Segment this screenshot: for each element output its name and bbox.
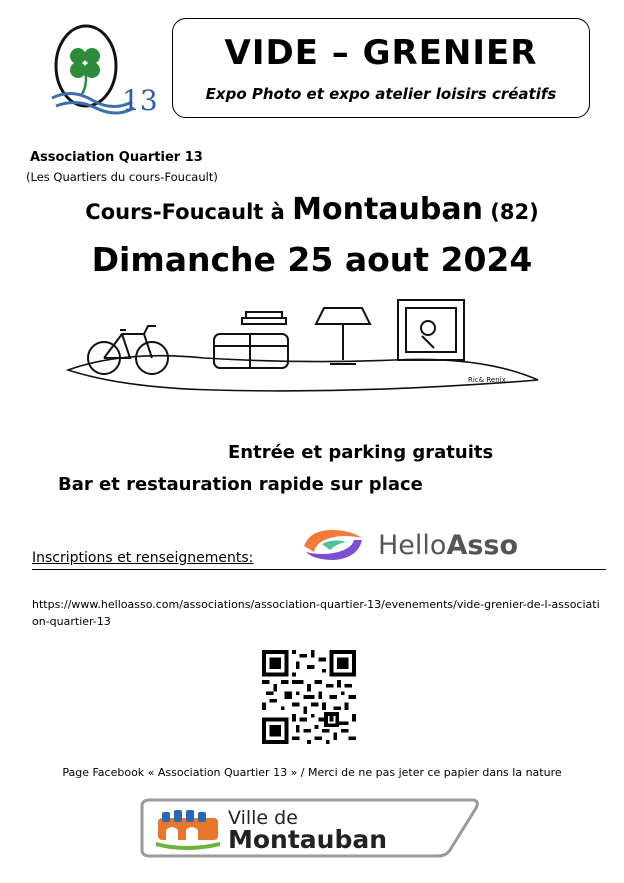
ville-line1: Ville de bbox=[228, 807, 298, 829]
helloasso-swirl-icon bbox=[304, 530, 362, 560]
place-city: Montauban bbox=[292, 192, 483, 227]
bar-restauration-text: Bar et restauration rapide sur place bbox=[58, 474, 423, 495]
helloasso-text-hello: Hello bbox=[378, 530, 447, 561]
footer-text: Page Facebook « Association Quartier 13 » / Merci de ne pas jeter ce papier dans la nature bbox=[62, 766, 562, 779]
helloasso-logo[interactable] bbox=[300, 522, 600, 566]
qr-code[interactable] bbox=[262, 650, 356, 744]
flea-market-illustration bbox=[64, 290, 542, 396]
bicycle-icon bbox=[88, 326, 168, 374]
event-place bbox=[0, 192, 624, 227]
ville-line2: Montauban bbox=[228, 825, 388, 854]
event-date: Dimanche 25 aout 2024 bbox=[91, 240, 533, 279]
event-subtitle: Expo Photo et expo atelier loisirs créatifs bbox=[205, 85, 557, 103]
picture-frame-icon bbox=[398, 300, 464, 360]
registration-url[interactable]: https://www.helloasso.com/associations/association-quartier-13/evenements/vide-grenier-de-l-association-quartier-13 bbox=[32, 598, 600, 628]
title-box bbox=[172, 18, 590, 118]
montauban-emblem-icon bbox=[156, 810, 220, 850]
association-name: Association Quartier 13 bbox=[30, 150, 203, 165]
q13-logo bbox=[42, 18, 162, 118]
place-dept: (82) bbox=[482, 200, 539, 224]
event-title: VIDE – GRENIER bbox=[224, 33, 538, 73]
clover-icon bbox=[70, 48, 100, 94]
registration-underline bbox=[32, 569, 606, 570]
free-entry-text: Entrée et parking gratuits bbox=[228, 442, 494, 463]
helloasso-text-asso: Asso bbox=[446, 530, 519, 561]
registration-label: Inscriptions et renseignements: bbox=[32, 550, 254, 566]
lamp-icon bbox=[316, 308, 370, 364]
ville-montauban-logo bbox=[136, 796, 486, 858]
logo-number: 13 bbox=[122, 84, 158, 117]
svg-text:HelloAsso bbox=[378, 530, 518, 561]
place-prefix: Cours-Foucault à bbox=[85, 200, 293, 224]
association-subtitle: (Les Quartiers du cours-Foucault) bbox=[26, 170, 218, 184]
illustration-signature: Ric& Renix bbox=[468, 376, 506, 384]
